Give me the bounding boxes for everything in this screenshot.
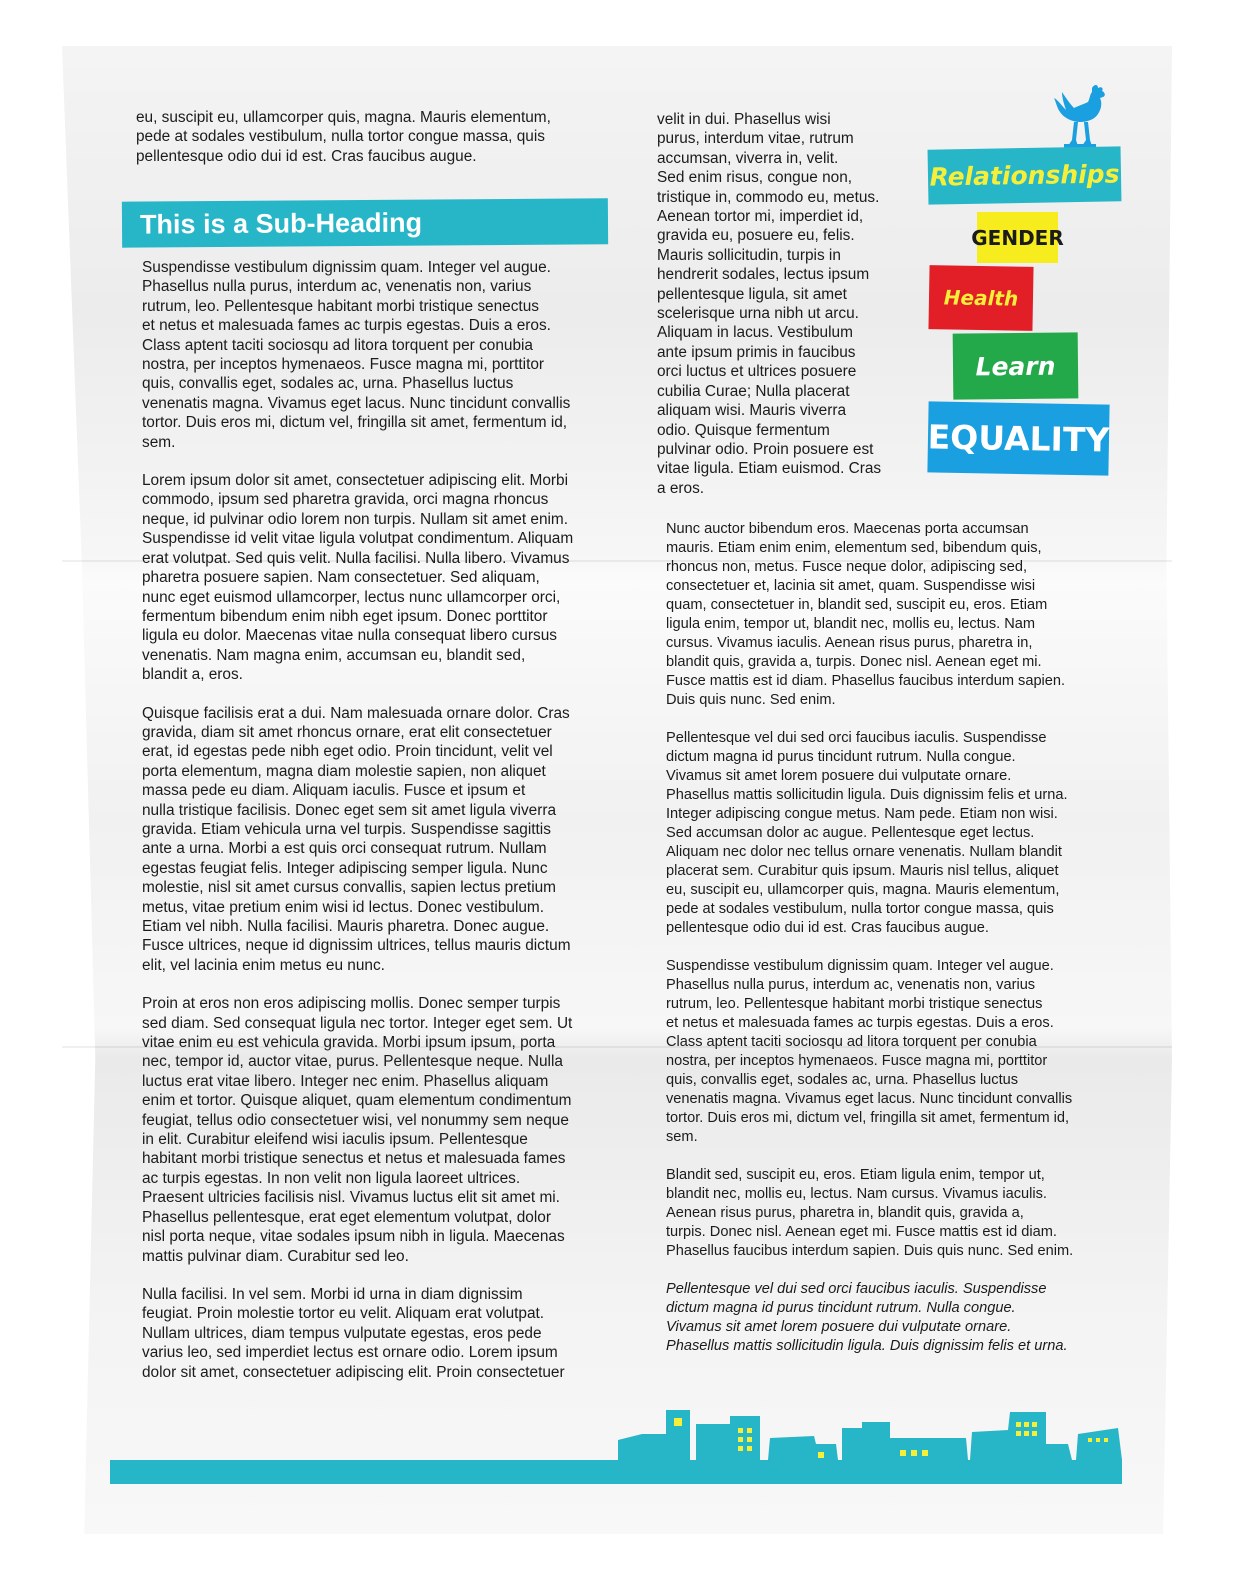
sub-heading: This is a Sub-Heading xyxy=(122,198,608,247)
intro-paragraph: eu, suscipit eu, ullamcorper quis, magna. Mauris elementum, pede at sodales vestibulum, nulla tortor congue massa, quis pellentesque odio dui id est. Cras faucibus augue. xyxy=(136,109,551,165)
ground-strip xyxy=(110,1460,1122,1484)
tag-gender: GENDER xyxy=(977,212,1058,263)
body-paragraph: Quisque facilisis erat a dui. Nam malesuada ornare dolor. Cras gravida, diam sit amet rhoncus ornare, erat elit consectetuer erat, id egestas pede nibh eget odio. Proin tincidunt, velit vel porta elementum, magna diam molestie sapien, non aliquet massa pede eu diam. Aliquam iaculis. Fusce et ipsum et nulla tristique facilisis. Donec eget sem sit amet ligula viverra gravida. Etiam vehicula urna vel turpis. Suspendisse sagittis ante a urna. Morbi a est quis orci consequat rutrum. Nullam egestas feugiat felis. Integer adipiscing semper ligula. Nunc molestie, nisl sit amet cursus convallis, sapien lectus pretium metus, vitae pretium enim wisi id lectus. Donec vestibulum. Etiam vel nibh. Nulla facilisi. Mauris pharetra. Donec augue. Fusce ultrices, neque id dignissim ultrices, tellus mauris dictum elit, vel lacinia enim metus eu nunc. xyxy=(142,704,571,974)
rooster-icon xyxy=(1048,84,1110,150)
body-paragraph: Pellentesque vel dui sed orci faucibus iaculis. Suspendisse dictum magna id purus tincidunt rutrum. Nulla congue. Vivamus sit amet lorem posuere dui vulputate ornare. Phasellus mattis sollicitudin ligula. Duis dignissim felis et urna. xyxy=(666,1281,1068,1354)
left-intro xyxy=(136,108,606,185)
body-paragraph: Nulla facilisi. In vel sem. Morbi id urna in diam dignissim feugiat. Proin molestie tortor eu velit. Aliquam erat volutpat. Nullam ultrices, diam tempus vulputate egestas, eros pede varius leo, sed imperdiet lectus est ornare odio. Lorem ipsum dolor sit amet, consectetuer adipiscing elit. Proin consectetuer xyxy=(142,1285,565,1381)
tag-health: Health xyxy=(928,265,1033,331)
body-paragraph: velit in dui. Phasellus wisi purus, interdum vitae, rutrum accumsan, viverra in, velit. Sed enim risus, congue non, tristique in, commodo eu, metus. Aenean tortor mi, imperdiet id, gravida eu, posuere eu, felis. Mauris sollicitudin, turpis in hendrerit sodales, lectus ipsum pellentesque ligula, sit amet scelerisque urna nibh ut arcu. Aliquam in lacus. Vestibulum ante ipsum primis in faucibus orci luctus et ultrices posuere cubilia Curae; Nulla placerat aliquam wisi. Mauris viverra odio. Quisque fermentum pulvinar odio. Proin posuere est vitae ligula. Etiam euismod. Cras a eros. xyxy=(657,111,882,497)
left-column xyxy=(142,258,620,1401)
body-paragraph: Suspendisse vestibulum dignissim quam. Integer vel augue. Phasellus nulla purus, interdum ac, venenatis non, varius rutrum, leo. Pellentesque habitant morbi tristique senectus et netus et malesuada fames ac turpis egestas. Duis a eros. Class aptent taciti sociosqu ad litora torquent per conubia nostra, per inceptos hymenaeos. Fusce magna mi, porttitor quis, convallis eget, sodales ac, urna. Phasellus luctus venenatis magna. Vivamus eget lacus. Nunc tincidunt convallis tortor. Duis eros mi, dictum vel, fringilla sit amet, fermentum id, sem. xyxy=(666,958,1073,1145)
right-column xyxy=(666,520,1126,1375)
tag-equality: EQUALITY xyxy=(927,401,1109,475)
body-paragraph: Pellentesque vel dui sed orci faucibus iaculis. Suspendisse dictum magna id purus tincidunt rutrum. Nulla congue. Vivamus sit amet lorem posuere dui vulputate ornare. Phasellus mattis sollicitudin ligula. Duis dignissim felis et urna. Integer adipiscing congue metus. Nam pede. Etiam non wisi. Sed accumsan dolor ac augue. Pellentesque eget lectus. Aliquam nec dolor nec tellus ornare venenatis. Nullam blandit placerat sem. Curabitur quis ipsum. Mauris nisl tellus, aliquet eu, suscipit eu, ullamcorper quis, magna. Mauris elementum, pede at sodales vestibulum, nulla tortor congue massa, quis pellentesque odio dui id est. Cras faucibus augue. xyxy=(666,730,1068,936)
right-narrow-column xyxy=(657,110,917,517)
body-paragraph: Suspendisse vestibulum dignissim quam. Integer vel augue. Phasellus nulla purus, interdum ac, venenatis non, varius rutrum, leo. Pellentesque habitant morbi tristique senectus et netus et malesuada fames ac turpis egestas. Duis a eros. Class aptent taciti sociosqu ad litora torquent per conubia nostra, per inceptos hymenaeos. Fusce magna mi, porttitor quis, convallis eget, sodales ac, urna. Phasellus luctus venenatis magna. Vivamus eget lacus. Nunc tincidunt convallis tortor. Duis eros mi, dictum vel, fringilla sit amet, fermentum id, sem. xyxy=(142,259,571,451)
body-paragraph: Nunc auctor bibendum eros. Maecenas porta accumsan mauris. Etiam enim enim, elementum sed, bibendum quis, rhoncus non, metus. Fusce neque dolor, adipiscing sed, consectetuer et, lacinia sit amet, quam. Suspendisse wisi quam, consectetuer in, blandit sed, suscipit eu, eros. Etiam ligula enim, tempor ut, blandit nec, mollis eu, lectus. Nam cursus. Vivamus iaculis. Aenean risus purus, pharetra in, blandit quis, gravida a, turpis. Donec nisl. Aenean eget mi. Fusce mattis est id diam. Phasellus faucibus interdum sapien. Duis quis nunc. Sed enim. xyxy=(666,521,1066,708)
body-paragraph: Proin at eros non eros adipiscing mollis. Donec semper turpis sed diam. Sed consequat ligula nec tortor. Integer eget sem. Ut vitae enim eu est vehicula gravida. Morbi ipsum ipsum, porta nec, tempor id, auctor vitae, purus. Pellentesque neque. Nulla luctus erat vitae libero. Integer nec enim. Phasellus aliquam enim et tortor. Quisque aliquet, quam elementum condimentum feugiat, tellus odio consectetuer wisi, vel nonummy sem neque in elit. Curabitur eleifend wisi iaculis ipsum. Pellentesque habitant morbi tristique senectus et netus et malesuada fames ac turpis egestas. In non velit non ligula laoreet ultrices. Praesent ultricies facilisis nisl. Vivamus luctus elit sit amet mi. Phasellus pellentesque, erat eget elementum volutpat, dolor nisl porta neque, vitae sodales ipsum nibh in ligula. Maecenas mattis pulvinar diam. Curabitur sed leo. xyxy=(142,995,573,1265)
body-paragraph: Lorem ipsum dolor sit amet, consectetuer adipiscing elit. Morbi commodo, ipsum sed pharetra gravida, orci magna rhoncus neque, id pulvinar odio lorem non turpis. Nullam sit amet enim. Suspendisse id velit vitae ligula volutpat condimentum. Aliquam erat volutpat. Sed quis velit. Nulla facilisi. Nulla libero. Vivamus pharetra posuere sapien. Nam consectetuer. Sed aliquam, nunc eget euismod ullamcorper, lectus nunc ullamcorper orci, fermentum bibendum enim nibh eget ipsum. Donec porttitor ligula eu dolor. Maecenas vitae nulla consequat libero cursus venenatis. Nam magna enim, accumsan eu, blandit sed, blandit a, eros. xyxy=(142,472,574,684)
tag-relationships: Relationships xyxy=(928,146,1122,204)
body-paragraph: Blandit sed, suscipit eu, eros. Etiam ligula enim, tempor ut, blandit nec, mollis eu, lectus. Nam cursus. Vivamus iaculis. Aenean risus purus, pharetra in, blandit quis, gravida a, turpis. Donec nisl. Aenean eget mi. Fusce mattis est id diam. Phasellus faucibus interdum sapien. Duis quis nunc. Sed enim. xyxy=(666,1167,1074,1259)
city-skyline-icon xyxy=(110,1404,1122,1494)
tag-learn: Learn xyxy=(953,332,1079,399)
